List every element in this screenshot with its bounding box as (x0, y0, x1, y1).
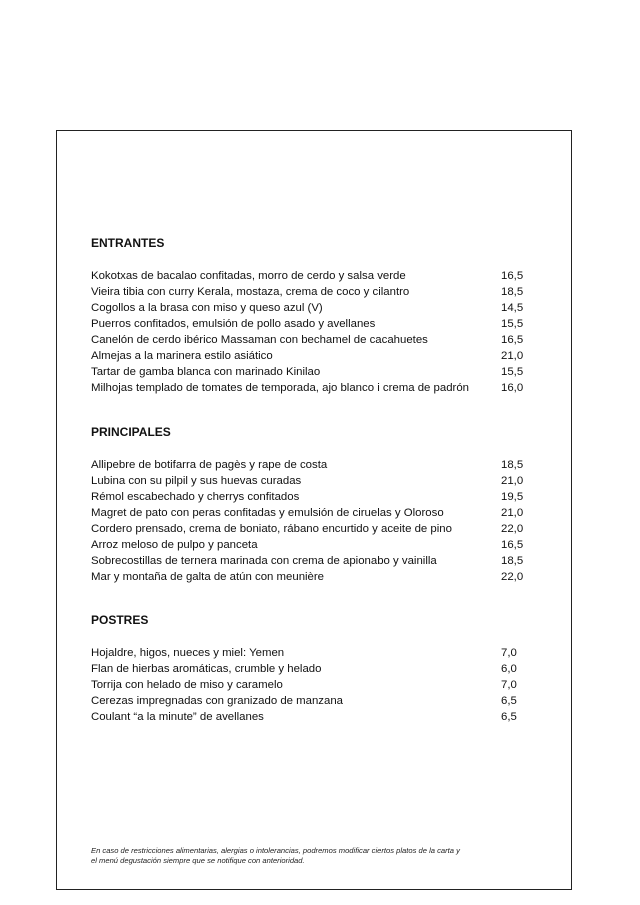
section-postres (91, 612, 541, 725)
item-price: 18,5 (501, 459, 524, 471)
menu-item (91, 364, 541, 380)
item-name: Torrija con helado de miso y caramelo (91, 679, 283, 691)
menu-items (91, 645, 541, 725)
menu-item (91, 709, 541, 725)
allergy-note-line: En caso de restricciones alimentarias, alergias o intolerancias, podremos modificar ciertos platos de la carta y (91, 846, 460, 855)
item-price: 19,5 (501, 491, 524, 503)
menu-item (91, 348, 541, 364)
item-price: 18,5 (501, 555, 524, 567)
item-price: 15,5 (501, 318, 524, 330)
item-name: Almejas a la marinera estilo asiático (91, 350, 273, 362)
section-principales (91, 424, 541, 585)
item-price: 6,5 (501, 695, 517, 707)
menu-item (91, 537, 541, 553)
item-price: 16,5 (501, 539, 524, 551)
item-name: Rémol escabechado y cherrys confitados (91, 491, 300, 503)
item-name: Tartar de gamba blanca con marinado Kinilao (91, 366, 321, 378)
item-name: Puerros confitados, emulsión de pollo asado y avellanes (91, 318, 376, 330)
allergy-note (91, 846, 531, 866)
item-name: Flan de hierbas aromáticas, crumble y helado (91, 663, 322, 675)
item-price: 16,0 (501, 382, 524, 394)
menu-items (91, 457, 541, 585)
menu-items (91, 268, 541, 396)
item-price: 21,0 (501, 475, 524, 487)
item-price: 21,0 (501, 350, 524, 362)
allergy-note-line: el menú degustación siempre que se notifique con anterioridad. (91, 856, 305, 865)
item-price: 18,5 (501, 286, 524, 298)
menu-item (91, 569, 541, 585)
item-name: Mar y montaña de galta de atún con meunière (91, 571, 325, 583)
menu-item (91, 473, 541, 489)
section-title: PRINCIPALES (91, 425, 171, 439)
menu-item (91, 693, 541, 709)
item-name: Hojaldre, higos, nueces y miel: Yemen (91, 647, 285, 659)
menu-item (91, 284, 541, 300)
item-name: Lubina con su pilpil y sus huevas curadas (91, 475, 302, 487)
item-price: 16,5 (501, 270, 524, 282)
item-name: Allipebre de botifarra de pagès y rape de costa (91, 459, 328, 471)
menu-item (91, 661, 541, 677)
menu-item (91, 677, 541, 693)
item-price: 15,5 (501, 366, 524, 378)
item-name: Cordero prensado, crema de boniato, rábano encurtido y aceite de pino (91, 523, 452, 535)
item-name: Cerezas impregnadas con granizado de manzana (91, 695, 344, 707)
menu-item (91, 332, 541, 348)
menu-item (91, 505, 541, 521)
item-price: 7,0 (501, 679, 517, 691)
menu-item (91, 300, 541, 316)
item-price: 22,0 (501, 571, 524, 583)
menu-item (91, 268, 541, 284)
item-name: Sobrecostillas de ternera marinada con crema de apionabo y vainilla (91, 555, 437, 567)
item-price: 21,0 (501, 507, 524, 519)
menu-item (91, 489, 541, 505)
item-price: 7,0 (501, 647, 517, 659)
item-price: 6,5 (501, 711, 517, 723)
item-price: 22,0 (501, 523, 524, 535)
item-price: 14,5 (501, 302, 524, 314)
item-name: Arroz meloso de pulpo y panceta (91, 539, 258, 551)
section-title: ENTRANTES (91, 236, 165, 250)
item-name: Vieira tibia con curry Kerala, mostaza, crema de coco y cilantro (91, 286, 410, 298)
item-name: Milhojas templado de tomates de temporada, ajo blanco i crema de padrón (91, 382, 470, 394)
item-price: 6,0 (501, 663, 517, 675)
item-name: Coulant “a la minute” de avellanes (91, 711, 264, 723)
menu-item (91, 316, 541, 332)
item-name: Magret de pato con peras confitadas y emulsión de ciruelas y Oloroso (91, 507, 444, 519)
section-entrantes (91, 235, 541, 396)
section-title: POSTRES (91, 613, 149, 627)
item-name: Canelón de cerdo ibérico Massaman con bechamel de cacahuetes (91, 334, 428, 346)
menu-item (91, 645, 541, 661)
menu-item (91, 457, 541, 473)
item-name: Cogollos a la brasa con miso y queso azul (V) (91, 302, 323, 314)
item-price: 16,5 (501, 334, 524, 346)
item-name: Kokotxas de bacalao confitadas, morro de cerdo y salsa verde (91, 270, 406, 282)
menu-item (91, 553, 541, 569)
menu-item (91, 380, 541, 396)
menu-item (91, 521, 541, 537)
